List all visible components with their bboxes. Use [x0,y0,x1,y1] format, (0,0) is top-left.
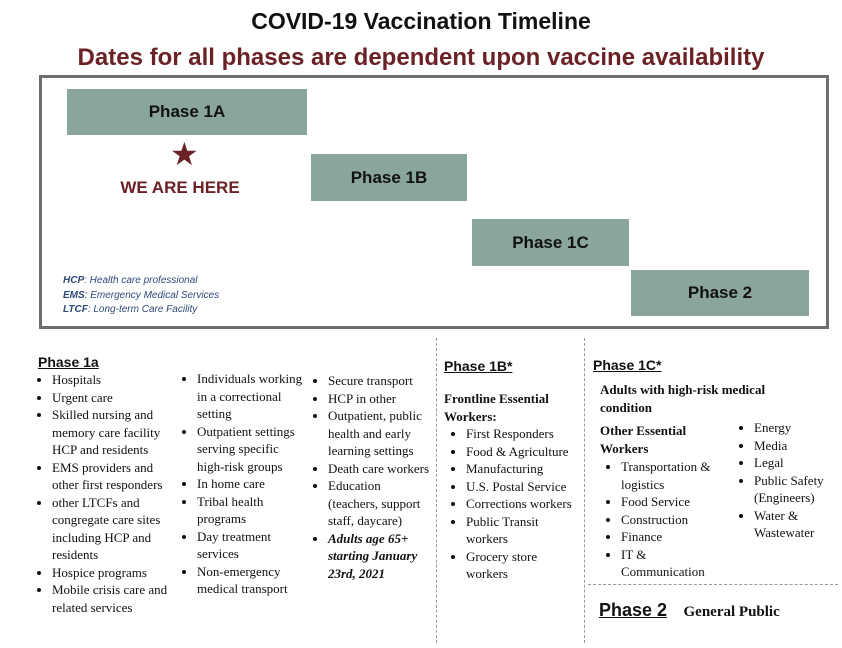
phase1a-col1 [38,353,178,616]
phase1a-col2 [183,370,308,598]
list-item: • other LTCFs and congregate care sites including HCP and residents [52,494,178,564]
phase-bar-2: Phase 2 [631,270,809,316]
phase-bar-1b: Phase 1B [311,154,467,201]
column-divider [584,338,585,643]
list-item: • Hospitals [52,371,178,389]
list-item: • Public Transit workers [466,513,582,548]
list-item: • Outpatient, public health and early learning settings [328,407,434,460]
list-item: • Skilled nursing and memory care facility HCP and residents [52,406,178,459]
list-item: • Construction [621,511,732,529]
list-item: • Media [754,437,840,455]
list-item: • Individuals working in a correctional setting [197,370,308,423]
legend-item: EMS: Emergency Medical Services [63,289,220,301]
list-item: • Mobile crisis care and related services [52,581,178,616]
we-are-here-label: WE ARE HERE [120,178,240,197]
phase1b-heading: Phase 1B* [444,358,513,374]
phase1c-heading: Phase 1C* [593,357,662,373]
list-item: • Finance [621,528,732,546]
list-item: • Hospice programs [52,564,178,582]
list-item: • First Responders [466,425,582,443]
phase2-text: General Public [683,604,780,620]
page-subtitle: Dates for all phases are dependent upon vaccine availability [77,44,765,71]
phase-bar-1c: Phase 1C [472,219,629,266]
list-item: • Food Service [621,493,732,511]
list-item: • Corrections workers [466,495,582,513]
abbreviation-legend [63,274,219,318]
list-item: • Water & Wastewater [754,507,840,542]
legend-item: LTCF: Long-term Care Facility [63,304,198,315]
list-item: • Manufacturing [466,460,582,478]
list-item: • Adults age 65+ starting January 23rd, 2021 [328,530,434,583]
list-item: • Urgent care [52,389,178,407]
phase1c-subhead-conditions: Adults with high-risk medical condition [600,382,766,415]
phase1c-subhead-workers: Other Essential Workers [600,423,687,456]
column-divider [436,338,437,643]
list-item: • Day treatment services [197,528,308,563]
list-item: • Transportation & logistics [621,458,732,493]
list-item: • Legal [754,454,840,472]
row-divider [588,584,838,585]
list-item: • Education (teachers, support staff, daycare) [328,477,434,530]
phase1a-col3 [314,372,434,582]
phase1a-heading: Phase 1a [38,354,99,370]
list-item: • Outpatient settings serving specific high-risk groups [197,423,308,476]
list-item: • Non-emergency medical transport [197,563,308,598]
phase2-heading: Phase 2 [599,600,668,620]
list-item: • EMS providers and other first responders [52,459,178,494]
list-item: • Public Safety (Engineers) [754,472,840,507]
list-item: • IT & Communication [621,546,732,581]
phase-bar-1a: Phase 1A [67,89,307,135]
legend-item: HCP: Health care professional [63,275,198,286]
list-item: • Food & Agriculture [466,443,582,461]
list-item: • Grocery store workers [466,548,582,583]
list-item: • HCP in other [328,390,434,408]
list-item: • Tribal health programs [197,493,308,528]
list-item: • Secure transport [328,372,434,390]
list-item: • Death care workers [328,460,434,478]
phase2-summary [599,600,780,621]
phase1b-subhead: Frontline Essential Workers: [444,391,549,424]
phase1c-list-right [740,419,840,542]
page-title: COVID-19 Vaccination Timeline [251,8,591,34]
list-item: • In home care [197,475,308,493]
star-icon: ★ [170,136,199,172]
phase1c-list-left [607,458,732,581]
list-item: • Energy [754,419,840,437]
list-item: • U.S. Postal Service [466,478,582,496]
phase1b-column [444,357,582,583]
